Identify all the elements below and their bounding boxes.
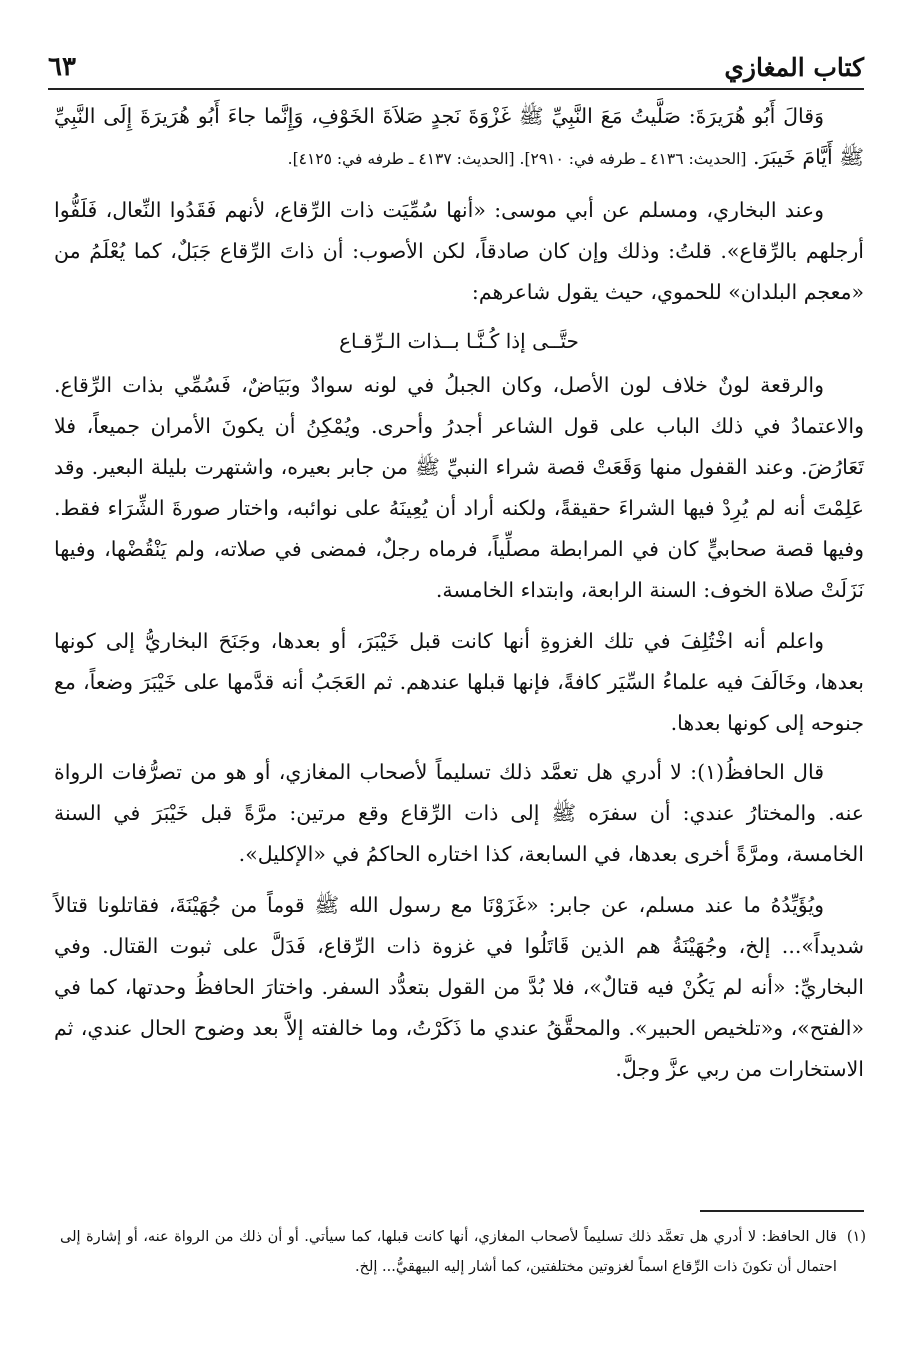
footnote-marker: (١) xyxy=(846,1229,866,1245)
paragraph-4: واعلم أنه اخْتُلِفَ في تلك الغزوةِ أنها كانت قبل خَيْبَرَ، أو بعدها، وجَنَحَ البخاريُّ إلى كونها بعدها، وخَالَفَ فيه علماءُ السِّيَر كافةً، فإنها قبلها عندهم. ثم العَجَبُ أنه قدَّمها على خَيْبَرَ وضعاً، مع جنوحه إلى كونها بعدها. xyxy=(54,629,864,735)
hadith-reference: [الحديث: ٤١٣٦ ـ طرفه في: ٢٩١٠]. [الحديث: ٤١٣٧ ـ طرفه في: ٤١٢٥]. xyxy=(287,150,747,168)
footnote-divider xyxy=(700,1210,864,1212)
poetry-verse: حتَّــى إذا كُـنَّـا بــذات الـرِّقـاع xyxy=(339,329,579,353)
paragraph-5: قال الحافظُ(١): لا أدري هل تعمَّد ذلك تسليماً لأصحاب المغازي، أو هو من تصرُّفات الرواة عنه. والمختارُ عندي: أن سفرَه ﷺ إلى ذات الرِّقاع وقع مرتين: مرَّةً قبل خَيْبَرَ في السنة الخامسة، ومرَّةً أخرى بعدها، في السابعة، كذا اختاره الحاكمُ في «الإكليل». xyxy=(54,760,864,866)
page-number: ٦٣ xyxy=(48,52,76,82)
paragraph-2: وعند البخاري، ومسلم عن أبي موسى: «أنها سُمِّيَت ذات الرِّقاع، لأنهم فَقَدُوا النِّعال، فَلَفُّوا أرجلهم بالرِّقاع». قلتُ: وذلك وإن كان صادقاً، لكن الأصوب: أن ذاتَ الرِّقاع جَبَلٌ، كما يُعْلَمُ من «معجم البلدان» للحموي، حيث يقول شاعرهم: xyxy=(54,198,864,304)
footnote xyxy=(60,1222,866,1282)
paragraph-1 xyxy=(54,96,864,180)
paragraph-1-text: وَقالَ أَبُو هُرَيرَةَ: صَلَّيتُ مَعَ النَّبِيِّ ﷺ غَزْوَةَ نَجدٍ صَلاَةَ الخَوْفِ، وَإِنَّما جاءَ أَبُو هُرَيرَةَ إِلَى النَّبِيِّ ﷺ أَيَّامَ خَيبَرَ. xyxy=(54,104,864,169)
page-header xyxy=(48,30,864,90)
paragraph-3: والرقعة لونٌ خلاف لون الأصل، وكان الجبلُ في لونه سوادٌ وبَيَاضٌ، فَسُمِّي بذات الرِّقاع. والاعتمادُ في ذلك الباب على قول الشاعر أجدرُ وأحرى. ويُمْكِنُ أن يكونَ الأمران جميعاً، فلا تَعَارُضَ. وعند القفول منها وَقَعَتْ قصة شراء النبيِّ ﷺ من جابر بعيره، واشتهرت بليلة البعير. وقد عَلِمْتَ أنه لم يُرِدْ فيها الشراءَ حقيقةً، ولكنه أراد أن يُعِينَهُ على نوائبه، واختار صورةَ الشِّرَاء فقط. وفيها قصة صحابيٍّ كان في المرابطة مصلِّياً، فرماه رجلٌ، فمضى في صلاته، ولم يَنْقُضْها، وفيها نَزَلَتْ صلاة الخوف: السنة الرابعة، وابتداء الخامسة. xyxy=(54,373,864,602)
page-body xyxy=(54,96,864,1098)
book-title: كتاب المغازي xyxy=(724,53,864,82)
paragraph-6: ويُؤَيِّدُهُ ما عند مسلم، عن جابر: «غَزَوْنَا مع رسول الله ﷺ قوماً من جُهَيْنَةَ، فقاتلونا قتالاً شديداً»... إلخ، وجُهَيْنَةُ هم الذين قَاتَلُوا في غزوة ذات الرِّقاع، فَدَلَّ على ثبوت القتال. وفي البخاريِّ: «أنه لم يَكُنْ فيه قتالٌ»، فلا بُدَّ من القول بتعدُّد السفر. واختارَ الحافظُ وحدتها، كما في «الفتح»، و«تلخيص الحبير». والمحقَّقُ عندي ما ذَكَرْتُ، وما خالفته إلاَّ بعد وضوح الحال عندي، ثم الاستخارات من ربي عزَّ وجلَّ. xyxy=(54,893,864,1081)
footnote-text: قال الحافظ: لا أدري هل تعمَّد ذلك تسليماً لأصحاب المغازي، أنها كانت قبلها، كما سيأتي. أو أن ذلك من الرواة عنه، أو إشارة إلى احتمال أن تكونَ ذات الرِّقاع اسماً لغزوتين مختلفتين، كما أشار إليه البيهقيُّ... إلخ. xyxy=(60,1229,837,1275)
